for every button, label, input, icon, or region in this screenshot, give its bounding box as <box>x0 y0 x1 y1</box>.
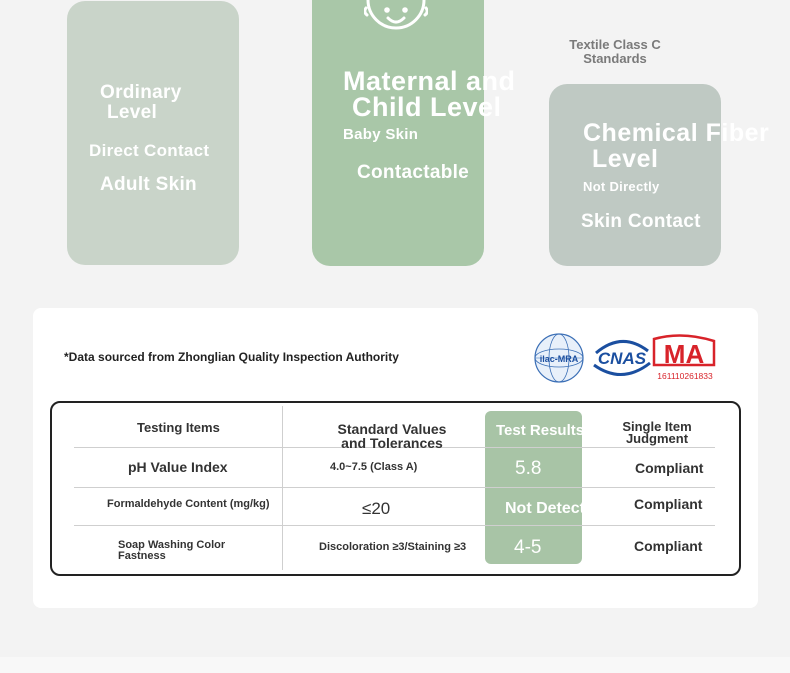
chemical-fiber-level-card <box>549 84 721 266</box>
baby-face-icon <box>364 0 428 38</box>
table-divider <box>74 525 715 526</box>
row-ph-judgment: Compliant <box>635 460 704 476</box>
header-testing-items: Testing Items <box>137 420 220 435</box>
header-judgment: Single Item Judgment <box>622 419 692 446</box>
ordinary-sub1: Direct Contact <box>89 141 210 160</box>
chemical-sub1: Not Directly <box>583 179 660 194</box>
chemical-title-line1: Chemical Fiber <box>583 119 770 147</box>
svg-text:CNAS: CNAS <box>597 349 647 368</box>
row-ph-result: 5.8 <box>515 458 542 479</box>
certification-logos <box>532 333 724 383</box>
ordinary-sub2: Adult Skin <box>100 174 197 195</box>
maternal-title-line2: Child Level <box>352 92 502 122</box>
ordinary-level-card <box>67 1 239 265</box>
svg-text:ilac-MRA: ilac-MRA <box>539 354 579 364</box>
textile-class-heading: Textile Class C Standards <box>569 37 661 66</box>
header-test-results: Test Results <box>496 422 585 439</box>
row-formaldehyde-item: Formaldehyde Content (mg/kg) <box>107 498 270 510</box>
chemical-sub2: Skin Contact <box>581 211 701 232</box>
source-note: *Data sourced from Zhonglian Quality Inspection Authority <box>64 350 399 364</box>
chemical-title-line2: Level <box>592 145 659 173</box>
row-soap-item: Soap Washing Color Fastness <box>118 539 226 562</box>
cnas-logo <box>594 341 650 374</box>
row-formaldehyde-result: Not Detected <box>505 500 604 517</box>
table-divider <box>282 406 283 570</box>
cma-logo <box>654 335 714 381</box>
ordinary-title-line1: Ordinary <box>100 82 182 103</box>
row-formaldehyde-standard: ≤20 <box>362 499 391 518</box>
header-standard-values: Standard Values and Tolerances <box>337 421 447 451</box>
svg-text:161110261833: 161110261833 <box>657 371 713 381</box>
maternal-sub1: Baby Skin <box>343 126 419 143</box>
ilac-mra-logo <box>535 334 583 382</box>
svg-text:MA: MA <box>663 339 705 369</box>
bottom-strip <box>0 657 790 673</box>
row-soap-judgment: Compliant <box>634 538 703 554</box>
row-ph-standard: 4.0~7.5 (Class A) <box>330 461 418 473</box>
maternal-sub2: Contactable <box>357 162 470 183</box>
row-soap-standard: Discoloration ≥3/Staining ≥3 <box>319 541 467 553</box>
ordinary-title-line2: Level <box>107 102 158 123</box>
row-ph-item: pH Value Index <box>128 459 228 475</box>
maternal-title-line1: Maternal and <box>343 66 516 96</box>
table-divider <box>74 487 715 488</box>
row-soap-result: 4-5 <box>514 537 542 558</box>
row-formaldehyde-judgment: Compliant <box>634 496 703 512</box>
